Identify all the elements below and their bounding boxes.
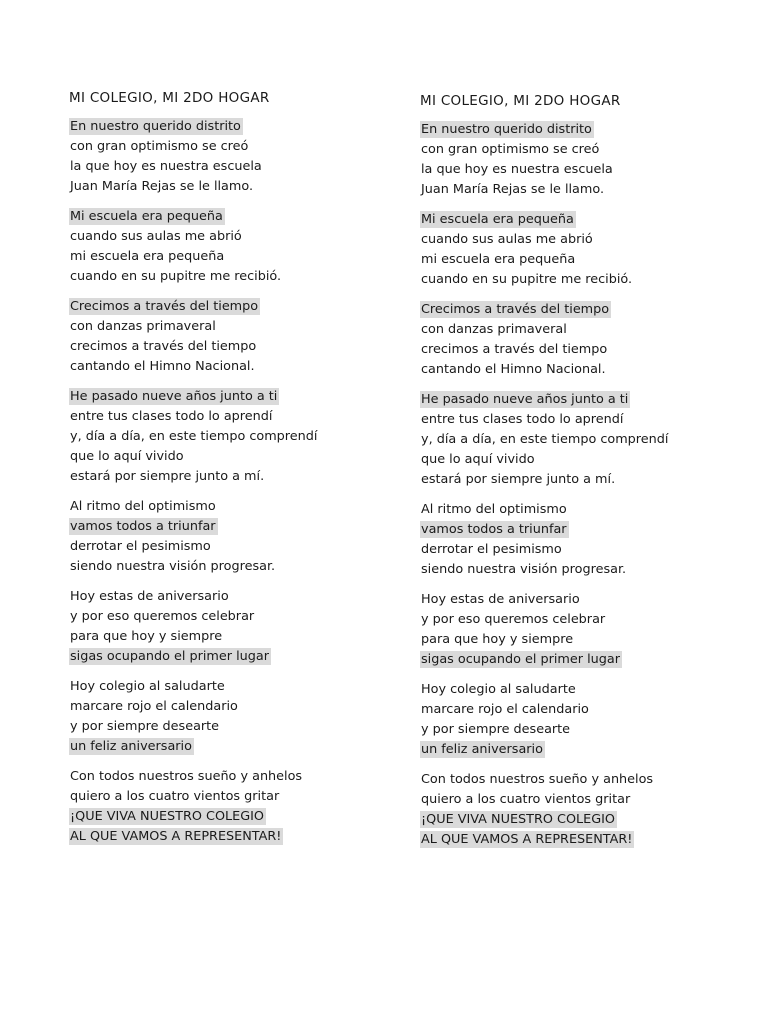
highlighted-verse-line: [69, 117, 399, 137]
verse-line: [420, 160, 750, 180]
verse-line: [420, 450, 750, 470]
poem-title: MI COLEGIO, MI 2DO HOGAR: [420, 93, 621, 109]
verse-line: [69, 717, 399, 737]
verse-line: [69, 267, 399, 287]
verse-text: con danzas primaveral: [70, 319, 216, 334]
stanza: [420, 770, 750, 850]
verse-line: [69, 467, 399, 487]
verse-text: con gran optimismo se creó: [70, 139, 249, 154]
verse-line: [69, 137, 399, 157]
verse-line: [69, 697, 399, 717]
verse-line: [420, 560, 750, 580]
highlighted-verse-line: [420, 120, 750, 140]
poem-copy-right: [420, 92, 750, 860]
verse-text: vamos todos a triunfar: [70, 519, 216, 534]
stanza: [420, 300, 750, 380]
verse-text: Mi escuela era pequeña: [70, 209, 223, 224]
highlighted-verse-line: [420, 210, 750, 230]
verse-text: AL QUE VAMOS A REPRESENTAR!: [421, 832, 633, 847]
verse-line: [69, 537, 399, 557]
poem-title: MI COLEGIO, MI 2DO HOGAR: [69, 90, 270, 106]
verse-text: quiero a los cuatro vientos gritar: [70, 789, 280, 804]
verse-line: [69, 447, 399, 467]
verse-text: la que hoy es nuestra escuela: [70, 159, 262, 174]
stanza: [69, 677, 399, 757]
verse-line: [420, 590, 750, 610]
verse-line: [420, 680, 750, 700]
highlighted-verse-line: [420, 520, 750, 540]
verse-text: un feliz aniversario: [421, 742, 543, 757]
verse-text: Hoy colegio al saludarte: [421, 682, 576, 697]
verse-text: quiero a los cuatro vientos gritar: [421, 792, 631, 807]
verse-line: [420, 470, 750, 490]
verse-line: [69, 247, 399, 267]
verse-text: derrotar el pesimismo: [421, 542, 562, 557]
verse-text: AL QUE VAMOS A REPRESENTAR!: [70, 829, 282, 844]
stanza: [420, 680, 750, 760]
verse-line: [420, 720, 750, 740]
verse-text: cantando el Himno Nacional.: [70, 359, 255, 374]
verse-text: Juan María Rejas se le llamo.: [421, 182, 605, 197]
verse-line: [69, 497, 399, 517]
stanza: [420, 590, 750, 670]
verse-line: [69, 317, 399, 337]
verse-text: con danzas primaveral: [421, 322, 567, 337]
highlighted-verse-line: [69, 387, 399, 407]
verse-text: Con todos nuestros sueño y anhelos: [421, 772, 654, 787]
verse-text: Juan María Rejas se le llamo.: [70, 179, 254, 194]
verse-text: con gran optimismo se creó: [421, 142, 600, 157]
verse-text: En nuestro querido distrito: [70, 119, 241, 134]
verse-text: mi escuela era pequeña: [421, 252, 576, 267]
verse-text: cuando sus aulas me abrió: [421, 232, 593, 247]
verse-text: y por eso queremos celebrar: [421, 612, 606, 627]
poem-copy-left: [69, 89, 399, 857]
highlighted-verse-line: [69, 807, 399, 827]
verse-line: [420, 430, 750, 450]
highlighted-verse-line: [69, 297, 399, 317]
verse-line: [420, 770, 750, 790]
verse-text: crecimos a través del tiempo: [421, 342, 608, 357]
stanza-list: [420, 120, 750, 850]
stanza: [420, 500, 750, 580]
verse-text: y por eso queremos celebrar: [70, 609, 255, 624]
stanza: [420, 120, 750, 200]
stanza: [69, 207, 399, 287]
stanza: [69, 297, 399, 377]
highlighted-verse-line: [69, 827, 399, 847]
verse-text: He pasado nueve años junto a ti: [421, 392, 629, 407]
verse-text: que lo aquí vivido: [70, 449, 184, 464]
verse-line: [420, 140, 750, 160]
highlighted-verse-line: [420, 830, 750, 850]
verse-text: marcare rojo el calendario: [70, 699, 238, 714]
verse-line: [420, 630, 750, 650]
verse-text: sigas ocupando el primer lugar: [70, 649, 269, 664]
verse-text: y por siempre desearte: [421, 722, 571, 737]
highlighted-verse-line: [420, 650, 750, 670]
highlighted-verse-line: [69, 647, 399, 667]
verse-text: ¡QUE VIVA NUESTRO COLEGIO: [421, 812, 615, 827]
verse-line: [420, 320, 750, 340]
verse-line: [420, 410, 750, 430]
verse-text: un feliz aniversario: [70, 739, 192, 754]
stanza: [69, 767, 399, 847]
verse-line: [420, 540, 750, 560]
verse-line: [69, 587, 399, 607]
verse-text: derrotar el pesimismo: [70, 539, 211, 554]
verse-text: que lo aquí vivido: [421, 452, 535, 467]
verse-line: [69, 157, 399, 177]
highlighted-verse-line: [69, 207, 399, 227]
verse-line: [69, 677, 399, 697]
verse-line: [69, 427, 399, 447]
verse-line: [69, 767, 399, 787]
verse-text: Mi escuela era pequeña: [421, 212, 574, 227]
verse-text: para que hoy y siempre: [70, 629, 223, 644]
verse-line: [420, 270, 750, 290]
verse-text: Crecimos a través del tiempo: [421, 302, 610, 317]
verse-text: siendo nuestra visión progresar.: [70, 559, 276, 574]
verse-text: Al ritmo del optimismo: [421, 502, 567, 517]
verse-line: [420, 610, 750, 630]
verse-text: Hoy estas de aniversario: [70, 589, 229, 604]
verse-line: [69, 787, 399, 807]
stanza-list: [69, 117, 399, 847]
verse-line: [420, 180, 750, 200]
verse-text: En nuestro querido distrito: [421, 122, 592, 137]
verse-line: [69, 607, 399, 627]
stanza: [69, 587, 399, 667]
verse-text: Hoy colegio al saludarte: [70, 679, 225, 694]
highlighted-verse-line: [69, 517, 399, 537]
verse-line: [420, 790, 750, 810]
verse-text: vamos todos a triunfar: [421, 522, 567, 537]
verse-line: [69, 627, 399, 647]
verse-line: [69, 557, 399, 577]
verse-line: [420, 340, 750, 360]
verse-text: Al ritmo del optimismo: [70, 499, 216, 514]
verse-text: estará por siempre junto a mí.: [70, 469, 265, 484]
verse-text: Crecimos a través del tiempo: [70, 299, 259, 314]
verse-line: [69, 357, 399, 377]
verse-line: [69, 407, 399, 427]
highlighted-verse-line: [420, 390, 750, 410]
verse-text: y, día a día, en este tiempo comprendí: [421, 432, 669, 447]
verse-text: Con todos nuestros sueño y anhelos: [70, 769, 303, 784]
verse-text: y, día a día, en este tiempo comprendí: [70, 429, 318, 444]
verse-text: estará por siempre junto a mí.: [421, 472, 616, 487]
verse-text: crecimos a través del tiempo: [70, 339, 257, 354]
verse-text: cuando en su pupitre me recibió.: [70, 269, 282, 284]
verse-text: siendo nuestra visión progresar.: [421, 562, 627, 577]
verse-text: marcare rojo el calendario: [421, 702, 589, 717]
verse-text: cuando sus aulas me abrió: [70, 229, 242, 244]
verse-text: Hoy estas de aniversario: [421, 592, 580, 607]
verse-text: cuando en su pupitre me recibió.: [421, 272, 633, 287]
stanza: [69, 387, 399, 487]
verse-line: [420, 230, 750, 250]
verse-line: [420, 360, 750, 380]
verse-text: la que hoy es nuestra escuela: [421, 162, 613, 177]
verse-line: [69, 227, 399, 247]
verse-line: [420, 250, 750, 270]
verse-line: [69, 337, 399, 357]
verse-text: cantando el Himno Nacional.: [421, 362, 606, 377]
verse-text: entre tus clases todo lo aprendí: [70, 409, 273, 424]
verse-text: ¡QUE VIVA NUESTRO COLEGIO: [70, 809, 264, 824]
verse-line: [420, 500, 750, 520]
verse-text: para que hoy y siempre: [421, 632, 574, 647]
verse-text: sigas ocupando el primer lugar: [421, 652, 620, 667]
verse-text: y por siempre desearte: [70, 719, 220, 734]
highlighted-verse-line: [420, 810, 750, 830]
verse-text: mi escuela era pequeña: [70, 249, 225, 264]
highlighted-verse-line: [69, 737, 399, 757]
highlighted-verse-line: [420, 300, 750, 320]
verse-line: [69, 177, 399, 197]
stanza: [69, 117, 399, 197]
stanza: [69, 497, 399, 577]
verse-line: [420, 700, 750, 720]
stanza: [420, 390, 750, 490]
verse-text: entre tus clases todo lo aprendí: [421, 412, 624, 427]
highlighted-verse-line: [420, 740, 750, 760]
verse-text: He pasado nueve años junto a ti: [70, 389, 278, 404]
stanza: [420, 210, 750, 290]
